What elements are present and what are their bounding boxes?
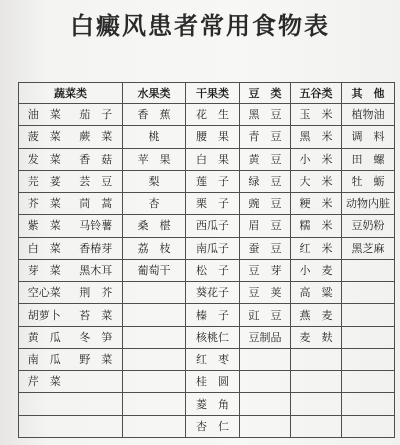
header-vegetables: 蔬菜类 bbox=[19, 83, 123, 104]
cell-vegetable-2: 茄 子 bbox=[70, 104, 123, 126]
cell-dried-fruit: 榛 子 bbox=[186, 304, 240, 326]
cell-vegetable-1: 白 菜 bbox=[19, 237, 70, 259]
cell-bean bbox=[240, 393, 291, 415]
cell-fruit bbox=[123, 304, 186, 326]
cell-grain: 黑 米 bbox=[291, 126, 342, 148]
cell-bean bbox=[240, 371, 291, 393]
cell-bean: 蚕 豆 bbox=[240, 237, 291, 259]
header-fruits: 水果类 bbox=[123, 83, 186, 104]
cell-vegetable-2: 野 菜 bbox=[70, 348, 123, 370]
cell-vegetable-1: 胡萝卜 bbox=[19, 304, 70, 326]
cell-fruit: 苹 果 bbox=[123, 148, 186, 170]
cell-vegetable-2: 蕨 菜 bbox=[70, 126, 123, 148]
cell-vegetable-1: 黄 瓜 bbox=[19, 326, 70, 348]
cell-other: 调 料 bbox=[342, 126, 395, 148]
cell-vegetable-1 bbox=[19, 415, 70, 437]
cell-vegetable-2 bbox=[70, 393, 123, 415]
cell-dried-fruit: 栗 子 bbox=[186, 193, 240, 215]
cell-other bbox=[342, 304, 395, 326]
cell-other: 豆奶粉 bbox=[342, 215, 395, 237]
table-row bbox=[19, 259, 395, 281]
table-row bbox=[19, 415, 395, 437]
header-grains: 五谷类 bbox=[291, 83, 342, 104]
cell-fruit bbox=[123, 326, 186, 348]
cell-dried-fruit: 西瓜子 bbox=[186, 215, 240, 237]
cell-grain bbox=[291, 393, 342, 415]
cell-vegetable-1: 芹 菜 bbox=[19, 371, 70, 393]
cell-dried-fruit: 杏 仁 bbox=[186, 415, 240, 437]
cell-vegetable-1: 芥 菜 bbox=[19, 193, 70, 215]
table-row bbox=[19, 237, 395, 259]
cell-dried-fruit: 花 生 bbox=[186, 104, 240, 126]
cell-grain: 大 米 bbox=[291, 170, 342, 192]
cell-grain: 粳 米 bbox=[291, 193, 342, 215]
cell-bean: 黑 豆 bbox=[240, 104, 291, 126]
cell-dried-fruit: 腰 果 bbox=[186, 126, 240, 148]
cell-grain: 红 米 bbox=[291, 237, 342, 259]
cell-grain: 燕 麦 bbox=[291, 304, 342, 326]
cell-other bbox=[342, 326, 395, 348]
cell-bean: 豆 荚 bbox=[240, 282, 291, 304]
cell-vegetable-2: 马铃薯 bbox=[70, 215, 123, 237]
cell-grain bbox=[291, 348, 342, 370]
cell-fruit: 荔 枝 bbox=[123, 237, 186, 259]
cell-vegetable-1: 芽 菜 bbox=[19, 259, 70, 281]
table-row bbox=[19, 348, 395, 370]
cell-vegetable-1: 南 瓜 bbox=[19, 348, 70, 370]
cell-bean bbox=[240, 348, 291, 370]
cell-bean: 豌 豆 bbox=[240, 193, 291, 215]
cell-bean bbox=[240, 415, 291, 437]
cell-vegetable-2: 荆 芥 bbox=[70, 282, 123, 304]
cell-fruit bbox=[123, 282, 186, 304]
cell-vegetable-2: 香椿芽 bbox=[70, 237, 123, 259]
cell-vegetable-2: 冬 笋 bbox=[70, 326, 123, 348]
cell-bean: 豆制品 bbox=[240, 326, 291, 348]
cell-vegetable-1: 空心菜 bbox=[19, 282, 70, 304]
cell-vegetable-1 bbox=[19, 393, 70, 415]
cell-vegetable-2: 芸 豆 bbox=[70, 170, 123, 192]
cell-vegetable-2: 苔 菜 bbox=[70, 304, 123, 326]
cell-vegetable-2: 茼 蒿 bbox=[70, 193, 123, 215]
cell-other bbox=[342, 371, 395, 393]
cell-vegetable-2: 香 菇 bbox=[70, 148, 123, 170]
cell-vegetable-2 bbox=[70, 371, 123, 393]
cell-other: 牡 蛎 bbox=[342, 170, 395, 192]
cell-grain: 高 粱 bbox=[291, 282, 342, 304]
table-row bbox=[19, 126, 395, 148]
table-row bbox=[19, 170, 395, 192]
cell-bean: 绿 豆 bbox=[240, 170, 291, 192]
cell-vegetable-1: 芫 荽 bbox=[19, 170, 70, 192]
cell-dried-fruit: 桂 圆 bbox=[186, 371, 240, 393]
cell-bean: 豇 豆 bbox=[240, 304, 291, 326]
cell-fruit: 桃 bbox=[123, 126, 186, 148]
cell-fruit bbox=[123, 393, 186, 415]
cell-grain: 玉 米 bbox=[291, 104, 342, 126]
table-row bbox=[19, 104, 395, 126]
cell-dried-fruit: 白 果 bbox=[186, 148, 240, 170]
cell-other bbox=[342, 348, 395, 370]
header-beans: 豆 类 bbox=[240, 83, 291, 104]
table-row bbox=[19, 304, 395, 326]
cell-other: 植物油 bbox=[342, 104, 395, 126]
cell-fruit: 桑 椹 bbox=[123, 215, 186, 237]
cell-other: 田 螺 bbox=[342, 148, 395, 170]
cell-bean: 青 豆 bbox=[240, 126, 291, 148]
cell-dried-fruit: 菱 角 bbox=[186, 393, 240, 415]
table-row bbox=[19, 393, 395, 415]
cell-other bbox=[342, 393, 395, 415]
cell-vegetable-1: 菠 菜 bbox=[19, 126, 70, 148]
cell-bean: 豆 芽 bbox=[240, 259, 291, 281]
cell-fruit: 香 蕉 bbox=[123, 104, 186, 126]
cell-vegetable-2: 黑木耳 bbox=[70, 259, 123, 281]
cell-grain bbox=[291, 371, 342, 393]
cell-fruit bbox=[123, 415, 186, 437]
cell-vegetable-1: 油 菜 bbox=[19, 104, 70, 126]
cell-other: 黑芝麻 bbox=[342, 237, 395, 259]
food-table bbox=[18, 82, 395, 438]
cell-fruit: 葡萄干 bbox=[123, 259, 186, 281]
cell-dried-fruit: 莲 子 bbox=[186, 170, 240, 192]
table-row bbox=[19, 371, 395, 393]
table-row bbox=[19, 326, 395, 348]
cell-grain bbox=[291, 415, 342, 437]
cell-dried-fruit: 核桃仁 bbox=[186, 326, 240, 348]
header-others: 其 他 bbox=[342, 83, 395, 104]
cell-dried-fruit: 红 枣 bbox=[186, 348, 240, 370]
table-row bbox=[19, 148, 395, 170]
cell-other bbox=[342, 282, 395, 304]
table-row bbox=[19, 282, 395, 304]
cell-fruit: 杏 bbox=[123, 193, 186, 215]
cell-dried-fruit: 葵花子 bbox=[186, 282, 240, 304]
cell-dried-fruit: 松 子 bbox=[186, 259, 240, 281]
cell-bean: 黄 豆 bbox=[240, 148, 291, 170]
cell-other: 动物内脏 bbox=[342, 193, 395, 215]
header-row bbox=[19, 83, 395, 104]
cell-grain: 小 麦 bbox=[291, 259, 342, 281]
table-row bbox=[19, 215, 395, 237]
table-row bbox=[19, 193, 395, 215]
page-title: 白癜风患者常用食物表 bbox=[70, 11, 330, 40]
cell-vegetable-1: 发 菜 bbox=[19, 148, 70, 170]
cell-other bbox=[342, 259, 395, 281]
cell-grain: 小 米 bbox=[291, 148, 342, 170]
cell-grain: 糯 米 bbox=[291, 215, 342, 237]
cell-fruit bbox=[123, 348, 186, 370]
cell-other bbox=[342, 415, 395, 437]
cell-vegetable-1: 紫 菜 bbox=[19, 215, 70, 237]
table-body bbox=[19, 104, 395, 438]
cell-dried-fruit: 南瓜子 bbox=[186, 237, 240, 259]
cell-vegetable-2 bbox=[70, 415, 123, 437]
cell-fruit: 梨 bbox=[123, 170, 186, 192]
header-dried-fruits: 干果类 bbox=[186, 83, 240, 104]
cell-fruit bbox=[123, 371, 186, 393]
cell-grain: 麦 麸 bbox=[291, 326, 342, 348]
cell-bean: 眉 豆 bbox=[240, 215, 291, 237]
